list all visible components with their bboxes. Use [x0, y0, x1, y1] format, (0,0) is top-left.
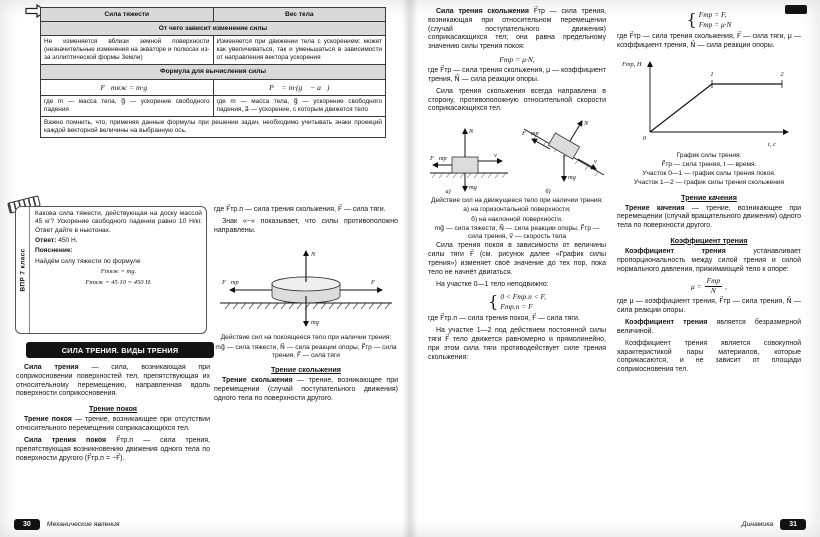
- graph-caption-2: F⃗тр — сила трения, t — время.: [661, 160, 757, 168]
- right-page-column-1: [428, 8, 606, 365]
- paragraph-rolling-friction: Трение качения — трение, возникающее при перемещении (случай вращательного движения) одного тела по поверхности другого.: [617, 204, 801, 230]
- paragraph-sliding-force: Сила трения скольжения F⃗тр — сила трения, возникающая при относительном перемещении (случай поступательного движения) соприкасающихся тел; она равна предельному значению силы трения покоя:: [428, 8, 607, 51]
- graph-caption-3: Участок 0—1 — график силы трения покоя.: [642, 170, 776, 178]
- paragraph-section-0-1: На участке 0—1 тело неподвижно:: [436, 280, 549, 288]
- force-label-ftr: F⃗тр: [222, 279, 239, 287]
- diagram2-caption-1: Действие сил на движущееся тело при наличии трения:: [431, 197, 603, 205]
- paragraph-static-friction: Трение покоя — трение, возникающее при отсутствии относительного перемещения соприкасающихся тел.: [16, 416, 210, 433]
- heading-sliding-friction: Трение скольжения: [271, 365, 341, 375]
- graph-xlabel: t, с: [768, 140, 776, 148]
- diagram2-caption-1a: а) на горизонтальной поверхности;: [463, 206, 571, 214]
- heading-rolling-friction: Трение качения: [681, 192, 737, 202]
- tag-b: б): [545, 188, 551, 196]
- coefficient-formula: [617, 277, 801, 295]
- footer-section-right: Динамика: [741, 521, 774, 528]
- term-static-friction: Трение покоя: [24, 416, 72, 424]
- term-coefficient: Коэффициент трения: [625, 247, 726, 255]
- label-n-b: N⃗: [584, 120, 594, 128]
- vpr-explain-text: Найдём силу тяжести по формуле: [35, 257, 141, 265]
- force-label-mg: mg⃗: [311, 319, 324, 327]
- formula-denominator: N: [710, 285, 716, 295]
- paragraph-static-vs-pull: Сила трения покоя в зависимости от величины силы тяги F⃗ (см. рисунок далее «График силы трения») изменяет своё значение до тех пор, пока тело не начнёт двигаться.: [428, 242, 606, 276]
- paragraph-direction: Сила трения скольжения всегда направлена в сторону, противоположную относительной скорости соприкасающихся тел.: [428, 87, 606, 113]
- paragraph-static-friction-force: Сила трения покоя F⃗тр.п — сила трения, препятствующая возникновению движения одного тела по поверхности другого (F⃗тр.п = −F⃗).: [16, 436, 211, 462]
- graph-point-1: 1: [710, 70, 714, 78]
- vpr-formula: Fтяж = mg.: [100, 268, 137, 276]
- right-page-column-2: [617, 8, 801, 378]
- table-cell-gravity-dependency: Не изменяется вблизи земной поверхности (незначительные изменения на экваторе и полюсах из-за эллиптической формы Земли): [41, 36, 214, 65]
- term-static-friction-force: Сила трения покоя: [24, 436, 107, 444]
- paragraph-where-sliding: где F⃗тр — сила трения скольжения, μ — коэффициент трения, N⃗ — сила реакции опоры.: [428, 67, 606, 83]
- left-page-column-1: [16, 364, 210, 466]
- table-col-header-weight: Вес тела: [213, 8, 386, 22]
- term-sliding-force: Сила трения скольжения: [436, 8, 529, 15]
- footer-right: [742, 519, 806, 530]
- graph-caption-1: График силы трения:: [676, 151, 742, 159]
- formula-tail: ,: [725, 281, 727, 291]
- tag-a: а): [445, 188, 451, 196]
- table-row-header-dependency: От чего зависит изменение силы: [41, 22, 386, 36]
- force-label-f: F⃗: [371, 279, 380, 287]
- sliding-friction-formula: Fтр = μ·N,: [499, 55, 535, 65]
- friction-curve: [650, 84, 782, 132]
- block-a: [452, 157, 478, 173]
- system2-line-1: Fтр = F,: [698, 10, 727, 19]
- system-line-1: 0 < Fтр.п < F,: [500, 292, 546, 302]
- label-v-a: v⃗: [494, 152, 502, 160]
- moving-body-forces-diagram: [428, 117, 606, 195]
- brace-icon: {: [488, 292, 499, 312]
- vpr-answer: Ответ: 450 Н.: [35, 237, 78, 245]
- vpr-question: Какова сила тяжести, действующая на доску массой 45 кг? Ускорение свободного падения равно 10 Н/кг. Ответ дайте в ньютонах.: [35, 210, 202, 234]
- label-ftr-b: F⃗тр: [522, 130, 539, 138]
- diagram2-caption-2: mg⃗ — сила тяжести, N⃗ — сила реакции опоры, F⃗тр — сила трения, v⃗ — скорость тела: [434, 224, 600, 241]
- vpr-task-box: [15, 206, 207, 334]
- paragraph-friction-definition: Сила трения — сила, возникающая при соприкосновении поверхностей тел, препятствующая их относительному перемещению, направленная вдоль поверхности соприкосновения.: [16, 364, 211, 398]
- gravity-formula: F⃗тяж = m·g⃗: [41, 79, 214, 95]
- graph-ylabel: Fтр, Н: [622, 60, 642, 68]
- system-line-2: Fтр.п = F: [500, 302, 533, 312]
- page-number-left: 30: [14, 519, 40, 530]
- label-mg-a: mg⃗: [469, 184, 482, 192]
- paragraph-where-system: где F⃗тр.п — сила трения покоя, F⃗ — сила тяги.: [428, 315, 580, 323]
- diagram-caption-1: Действие сил на покоящееся тело при наличии трения:: [220, 334, 392, 342]
- system2-line-2: Fтр = μ·N: [698, 19, 732, 29]
- gravity-weight-table: [40, 7, 386, 138]
- label-ftr-a: F⃗тр: [430, 155, 447, 163]
- heading-friction-coefficient: Коэффициент трения: [670, 235, 748, 245]
- vpr-body: [30, 207, 206, 333]
- paragraph-dimensionless: Коэффициент трения является безразмерной величиной.: [617, 319, 801, 335]
- graph-caption-4: Участок 1—2 — график силы трения скольжения: [633, 179, 785, 187]
- friction-arrow-b: [532, 139, 550, 149]
- label-v-b: v⃗: [594, 158, 602, 166]
- friction-force-graph: [620, 54, 798, 150]
- term-sliding-friction: Трение скольжения: [222, 377, 293, 385]
- brace-icon: {: [686, 9, 697, 29]
- graph-point-2: 2: [780, 70, 784, 78]
- table-cell-weight-dependency: Изменяется при движении тела с ускорением: может как увеличиваться, так и уменьшаться в зависимости от направления вектора ускорения: [213, 36, 386, 65]
- heading-static-friction: Трение покоя: [89, 404, 137, 414]
- paragraph-section-1-2: На участке 1—2 под действием постоянной силы тяги F⃗ тело движется равномерно и прямолинейно, при этом сила тяги противодействует силе трения скольжения:: [428, 327, 606, 361]
- vpr-calculation: Fтяж = 45·10 = 450 Н.: [85, 278, 152, 286]
- graph-origin: 0: [642, 134, 646, 142]
- vpr-side-strip: [16, 207, 30, 333]
- term-coefficient-2: Коэффициент трения: [625, 319, 708, 327]
- equation-system-sliding: [617, 10, 801, 30]
- formula-numerator: Fтр: [706, 276, 721, 286]
- paragraph-sliding-friction: Трение скольжения — трение, возникающее при перемещении (случай поступательного движения) одного тела по поверхности другого.: [214, 377, 398, 402]
- page-number-right: 31: [780, 519, 806, 530]
- vpr-answer-label: Ответ:: [35, 237, 57, 245]
- paragraph-where-coefficient: где μ — коэффициент трения, F⃗тр — сила трения, N⃗ — сила реакции опоры.: [617, 298, 801, 315]
- force-label-n: N⃗: [311, 251, 321, 259]
- resting-body-forces-diagram: [214, 238, 398, 332]
- vpr-explain-label: Пояснение:: [35, 247, 73, 255]
- section-title-friction: СИЛА ТРЕНИЯ. ВИДЫ ТРЕНИЯ: [26, 342, 214, 358]
- page-gutter: [402, 0, 418, 537]
- label-mg-b: mg⃗: [568, 174, 581, 182]
- footer-section-left: Механические явления: [46, 521, 120, 528]
- important-note: Важно помнить, что, применяя данные формулы при решении задач, необходимо учитывать знаки проекций каждой векторной величины на выбранную ось.: [41, 117, 386, 138]
- paragraph-where-static: где F⃗тр.п — сила трения скольжения, F⃗ — сила тяги.: [214, 206, 386, 213]
- weight-formula-note: где m — масса тела, g⃗ — ускорение свободного падения, a⃗ — ускорение, с которым движется тело: [213, 96, 386, 117]
- left-page-column-2: [214, 206, 398, 407]
- formula-lhs: μ =: [691, 281, 702, 291]
- paragraph-coefficient-definition: Коэффициент трения устанавливает пропорциональность между силой трения и силой нормального давления, прижимающей тело к опоре:: [617, 247, 801, 273]
- paragraph-material-pair: Коэффициент трения является совокупной характеристикой пары материалов, которые соприкасаются, и не зависит от площади соприкосновения тел.: [617, 339, 801, 374]
- label-n-a: N⃗: [469, 128, 479, 136]
- diagram-caption-2: mg⃗ — сила тяжести, N⃗ — сила реакции опоры, F⃗тр — сила трения, F⃗ — сила тяги: [215, 343, 397, 359]
- table-col-header-gravity: Сила тяжести: [41, 8, 214, 22]
- vpr-label: ВПР 7 класс: [19, 248, 26, 292]
- gravity-formula-note: где m — масса тела, g⃗ — ускорение свободного падения: [41, 96, 214, 117]
- table-row-header-formula: Формула для вычисления силы: [41, 65, 386, 79]
- normal-arrow-b: [570, 121, 582, 141]
- term-friction: Сила трения: [24, 364, 79, 371]
- term-rolling-friction: Трение качения: [625, 204, 685, 212]
- ground-hatching-a: [432, 173, 506, 178]
- equation-system-static: [428, 292, 606, 312]
- paragraph-where-sliding-2: где F⃗тр — сила трения скольжения, F⃗ — сила тяги, μ — коэффициент трения, N⃗ — сила реакции опоры.: [617, 32, 801, 49]
- paragraph-minus-sign: Знак «−» показывает, что силы противоположно направлены.: [214, 217, 398, 234]
- footer-left: [14, 519, 120, 530]
- ground-hatching: [225, 303, 390, 309]
- weight-formula: P⃗ = m·(g⃗ − a⃗): [213, 79, 386, 95]
- diagram2-caption-1b: б) на наклонной поверхности.: [471, 215, 563, 223]
